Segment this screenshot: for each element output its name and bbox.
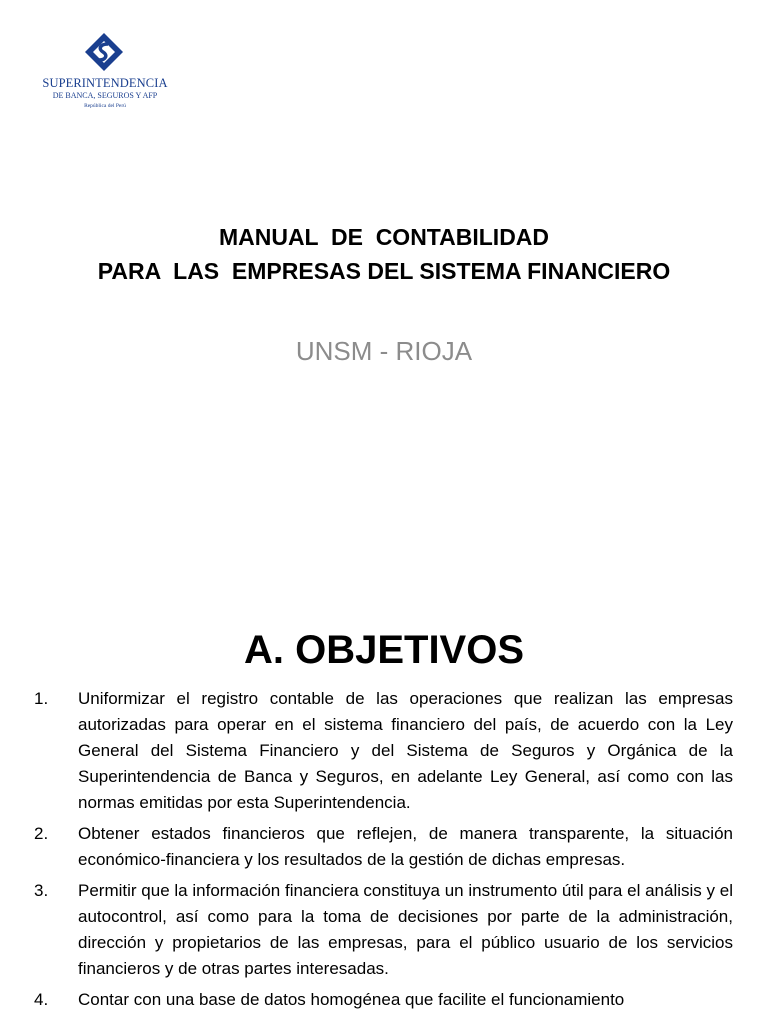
document-title: MANUAL DE CONTABILIDAD PARA LAS EMPRESAS DEL SISTEMA FINANCIERO: [97, 224, 671, 284]
objectives-list: [0, 686, 768, 1018]
logo-name: SUPERINTENDENCIA: [42, 76, 168, 90]
list-item: [0, 878, 768, 982]
list-item: [0, 821, 768, 873]
logo-subname: DE BANCA, SEGUROS Y AFP: [52, 91, 158, 100]
item-text: Permitir que la información financiera constituya un instrumento útil para el análisis y el autocontrol, así como para la toma de decisiones por parte de la administración, dirección y propietarios de las empresas, para el público usuario de los servicios financieros y de otras partes interesadas.: [78, 881, 733, 978]
logo-country: República del Perú: [84, 103, 126, 109]
document-subtitle: UNSM - RIOJA: [295, 336, 473, 366]
item-number: 4.: [34, 990, 49, 1009]
item-number: 2.: [34, 824, 49, 843]
item-number: 1.: [34, 689, 49, 708]
item-text: Uniformizar el registro contable de las operaciones que realizan las empresas autorizadas para operar en el sistema financiero del país, de acuerdo con la Ley General del Sistema Financiero y del Sistema de Seguros y Orgánica de la Superintendencia de Banca y Seguros, en adelante Ley General, así como con las normas emitidas por esta Superintendencia.: [78, 689, 733, 812]
list-item: [0, 686, 768, 816]
item-text: Obtener estados financieros que reflejen, de manera transparente, la situación económico-financiera y los resultados de la gestión de dichas empresas.: [78, 824, 733, 869]
sbs-logo: [30, 30, 180, 120]
diamond-logo-icon: [84, 32, 124, 72]
section-title: A. OBJETIVOS: [243, 628, 525, 672]
item-text: Contar con una base de datos homogénea que facilite el funcionamiento: [78, 990, 625, 1009]
list-item: [0, 987, 768, 1013]
item-number: 3.: [34, 881, 49, 900]
